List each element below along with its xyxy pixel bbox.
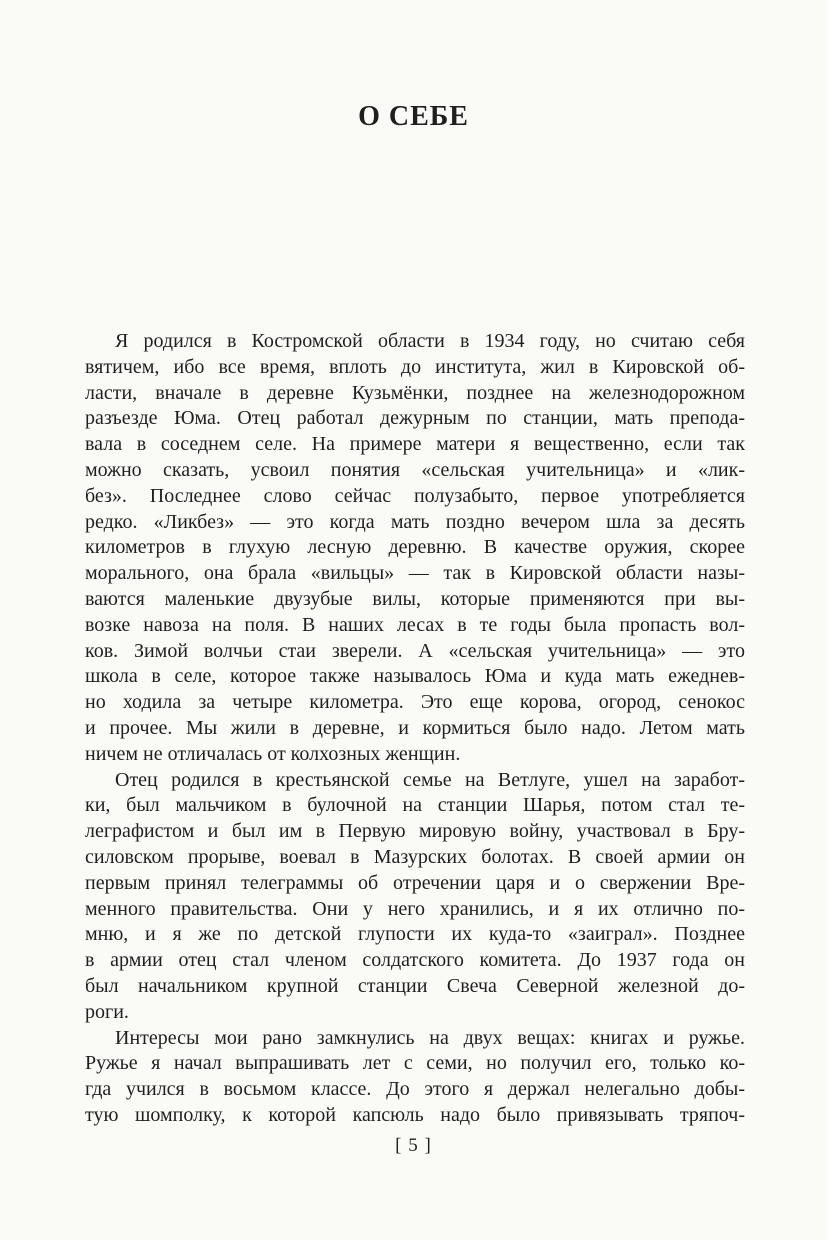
text-line: и прочее. Мы жили в деревне, и кормиться было надо. Летом мать [85, 716, 745, 739]
text-line: разъезде Юма. Отец работал дежурным по станции, мать препода- [85, 407, 745, 430]
text-line: в армии отец стал членом солдатского комитета. До 1937 года он [85, 949, 745, 972]
text-line: тую шомполку, к которой капсюль надо было привязывать тряпоч- [85, 1103, 745, 1126]
text-line: роги. [85, 1000, 129, 1023]
text-line: но ходила за четыре километра. Это еще корова, огород, сенокос [85, 691, 745, 714]
text-line: менного правительства. Они у него хранились, и я их отлично по- [85, 897, 745, 920]
text-line: ков. Зимой волчьи стаи зверели. А «сельская учительница» — это [85, 639, 745, 662]
text-line: ласти, вначале в деревне Кузьмёнки, позднее на железнодорожном [85, 381, 745, 404]
text-line: силовском прорыве, воевал в Мазурских болотах. В своей армии он [85, 845, 745, 868]
text-line: морального, она брала «вильцы» — так в Кировской области назы- [85, 562, 745, 585]
text-line: без». Последнее слово сейчас полузабыто, первое употребляется [85, 484, 745, 507]
text-line: гда учился в восьмом классе. До этого я держал нелегально добы- [85, 1078, 745, 1101]
paragraph [85, 768, 745, 1026]
text-line: редко. «Ликбез» — это когда мать поздно вечером шла за десять [85, 510, 745, 533]
paragraph [85, 329, 745, 768]
chapter-title: О СЕБЕ [358, 101, 469, 132]
text-line: километров в глухую лесную деревню. В качестве оружия, скорее [85, 536, 745, 559]
text-line: ки, был мальчиком в булочной на станции Шарья, потом стал те- [85, 794, 745, 817]
text-line: ваются маленькие двузубые вилы, которые применяются при вы- [85, 587, 745, 610]
text-line: вала в соседнем селе. На примере матери я вещественно, если так [85, 433, 745, 456]
text-line: Ружье я начал выпрашивать лет с семи, но получил его, только ко- [85, 1052, 745, 1075]
text-line: Я родился в Костромской области в 1934 году, но считаю себя [115, 330, 745, 352]
text-line: вятичем, ибо все время, вплоть до института, жил в Кировской об- [85, 355, 745, 378]
text-line: Отец родился в крестьянской семье на Ветлуге, ушел на заработ- [115, 768, 745, 791]
page-number: [ 5 ] [395, 1135, 432, 1156]
paragraph [85, 1026, 745, 1129]
text-line: возке навоза на поля. В наших лесах в те годы была пропасть вол- [85, 613, 745, 636]
text-line: Интересы мои рано замкнулись на двух вещах: книгах и ружье. [115, 1026, 745, 1049]
text-line: был начальником крупной станции Свеча Северной железной до- [85, 974, 745, 997]
text-line: ничем не отличалась от колхозных женщин. [85, 742, 461, 765]
body-text [85, 329, 745, 1129]
text-line: мню, и я же по детской глупости их куда-то «заиграл». Позднее [85, 923, 745, 946]
text-line: школа в селе, которое также называлось Юма и куда мать ежеднев- [85, 665, 745, 688]
text-line: можно сказать, усвоил понятия «сельская учительница» и «лик- [85, 458, 745, 481]
text-line: первым принял телеграммы об отречении царя и о свержении Вре- [85, 871, 745, 894]
text-line: леграфистом и был им в Первую мировую войну, участвовал в Бру- [85, 820, 745, 843]
